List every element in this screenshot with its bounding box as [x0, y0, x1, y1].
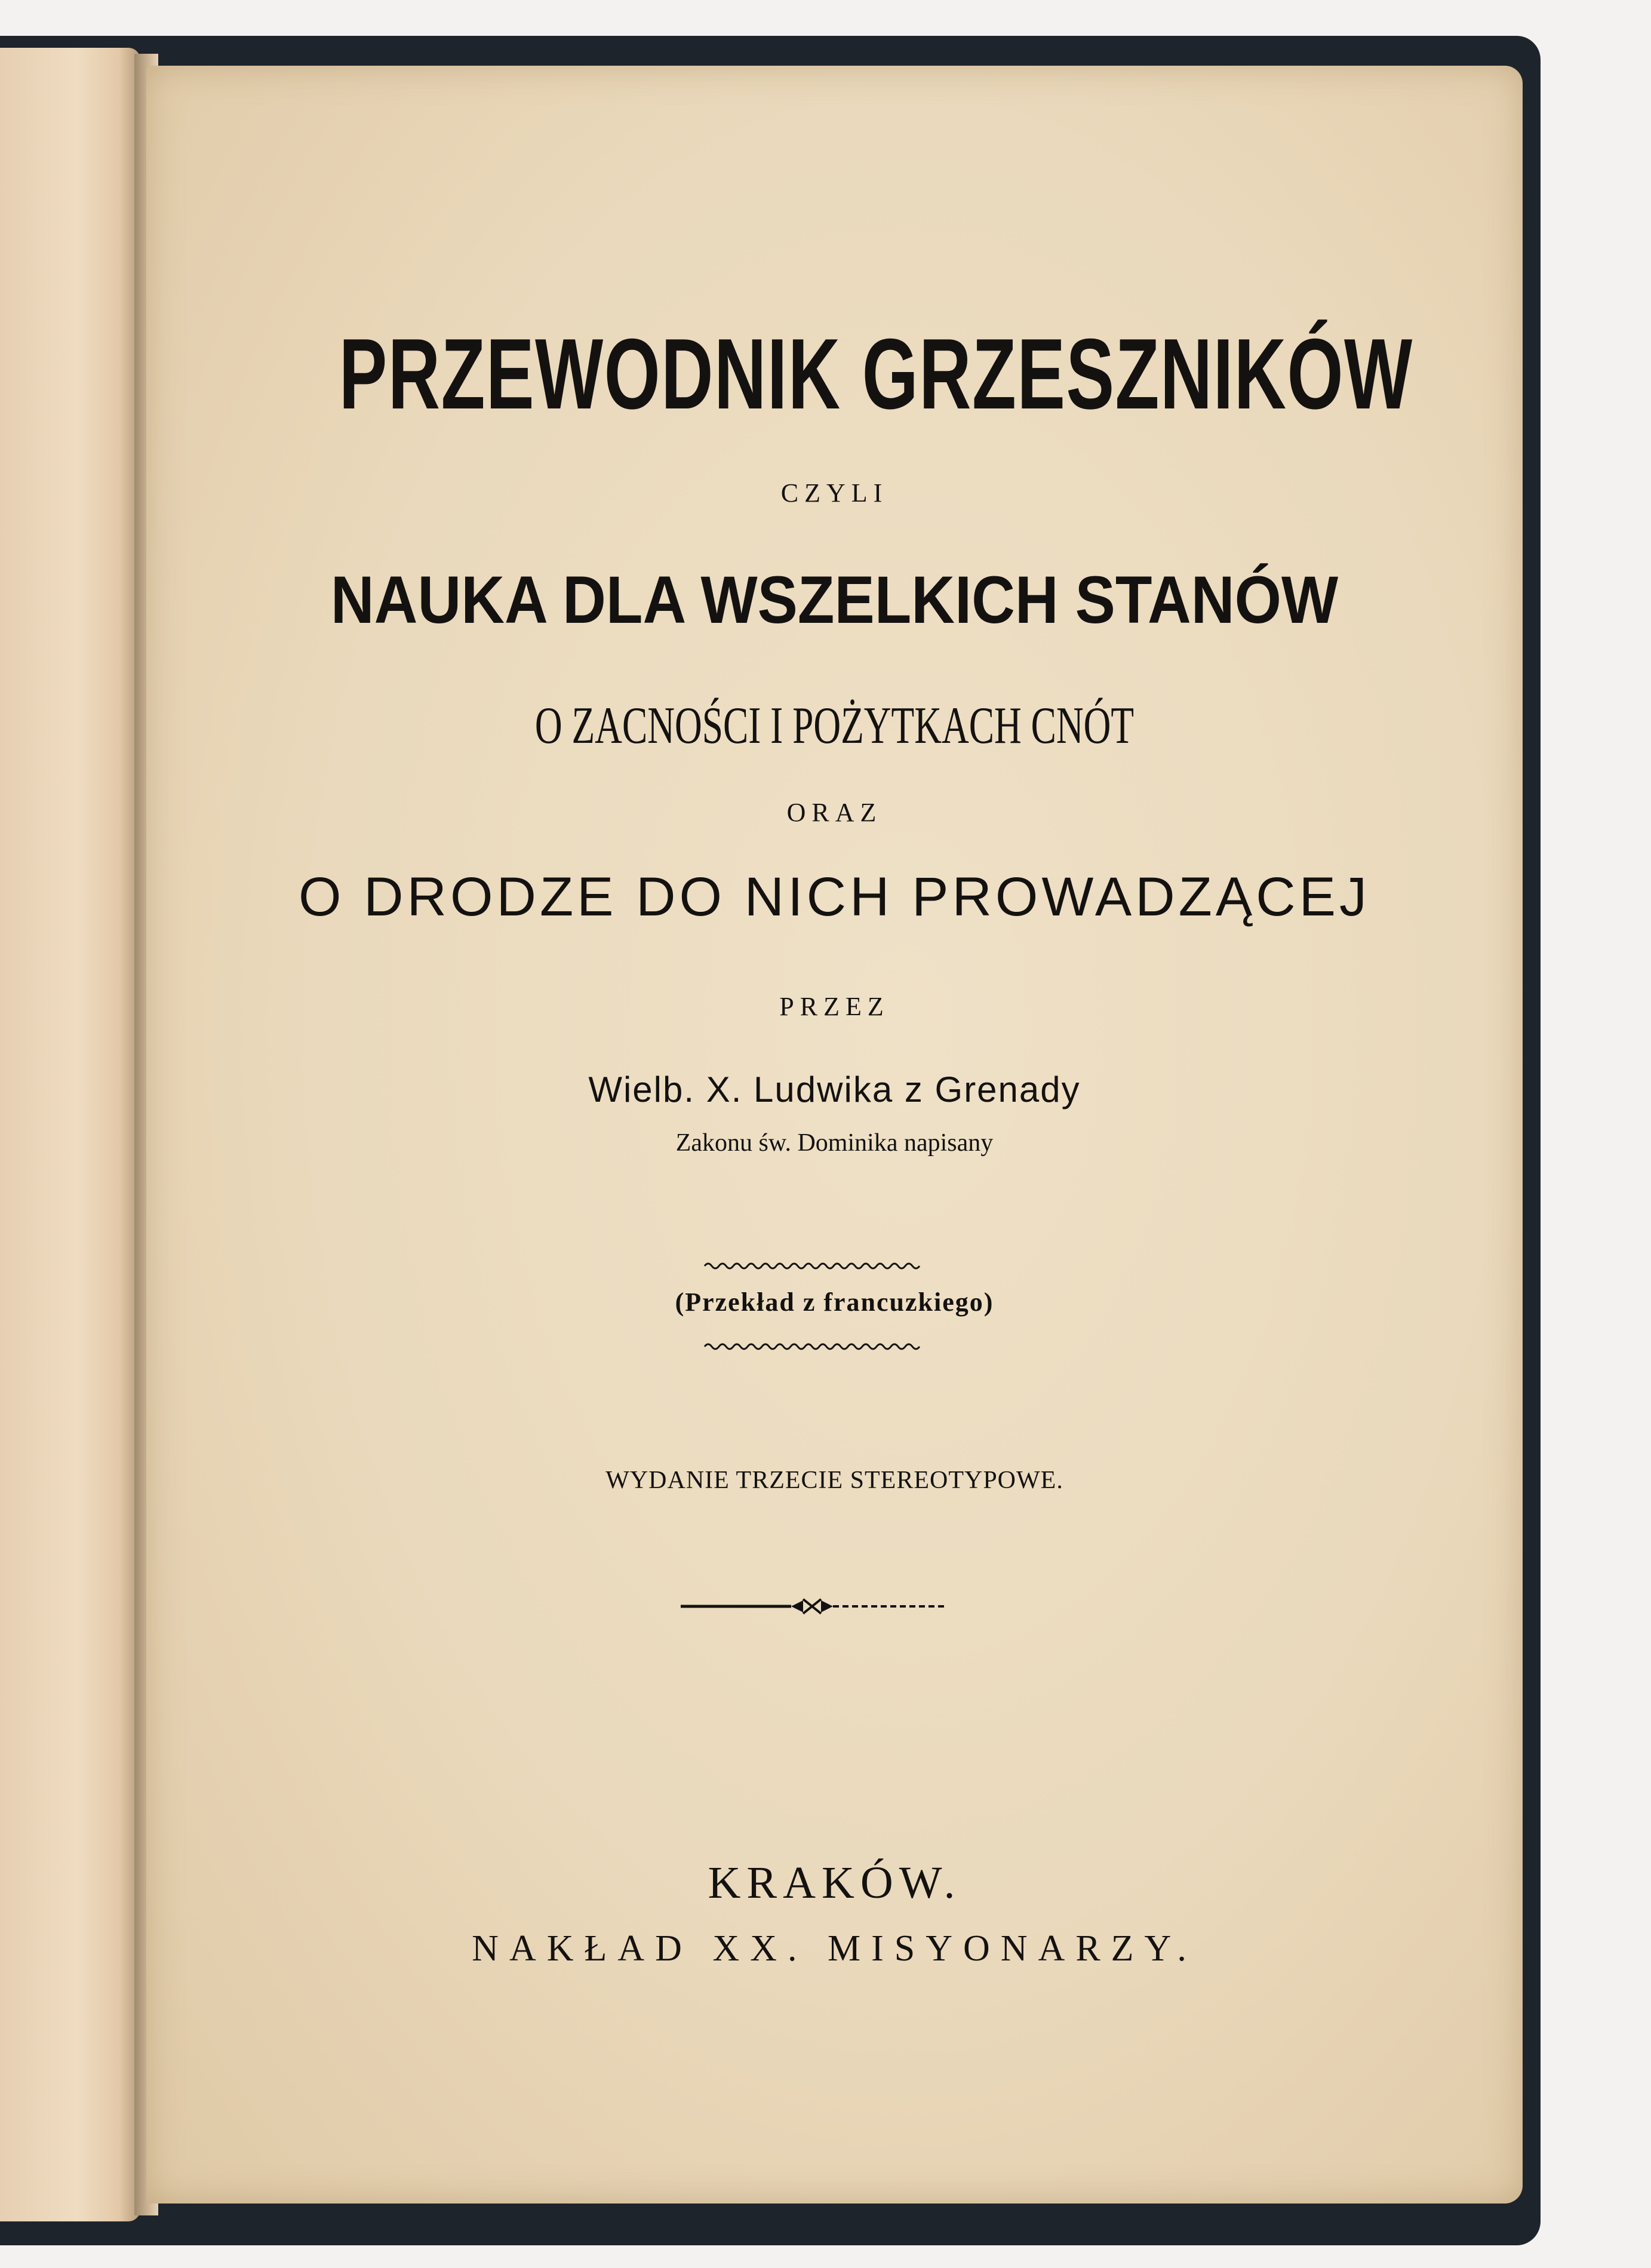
publication-city: KRAKÓW.: [708, 1858, 961, 1908]
order-line: Zakonu św. Dominika napisany: [675, 1129, 994, 1157]
connector-oraz: ORAZ: [786, 798, 883, 827]
author-name: Wielb. X. Ludwika z Grenady: [588, 1070, 1081, 1110]
title-page-content: [146, 66, 1523, 2204]
publisher-line: NAKŁAD XX. MISYONARZY.: [472, 1928, 1197, 1969]
wavy-rule-top: [146, 1260, 1523, 1272]
topic-line-1: O ZACNOŚCI I POŻYTKACH CNÓT: [534, 697, 1135, 755]
topic-line-2: O DRODZE DO NICH PROWADZĄCEJ: [298, 866, 1371, 927]
left-page: [0, 48, 140, 2221]
wavy-rule-bottom: [146, 1341, 1523, 1353]
connector-przez: PRZEZ: [779, 992, 890, 1021]
edition-line: WYDANIE TRZECIE STEREOTYPOWE.: [605, 1467, 1063, 1494]
book-title: PRZEWODNIK GRZESZNIKÓW: [339, 318, 1413, 430]
connector-czyli: CZYLI: [780, 478, 888, 508]
book-subtitle: NAUKA DLA WSZELKICH STANÓW: [330, 563, 1339, 637]
translation-note: (Przekład z francuzkiego): [675, 1287, 994, 1317]
ornament-divider: [146, 1594, 1523, 1618]
